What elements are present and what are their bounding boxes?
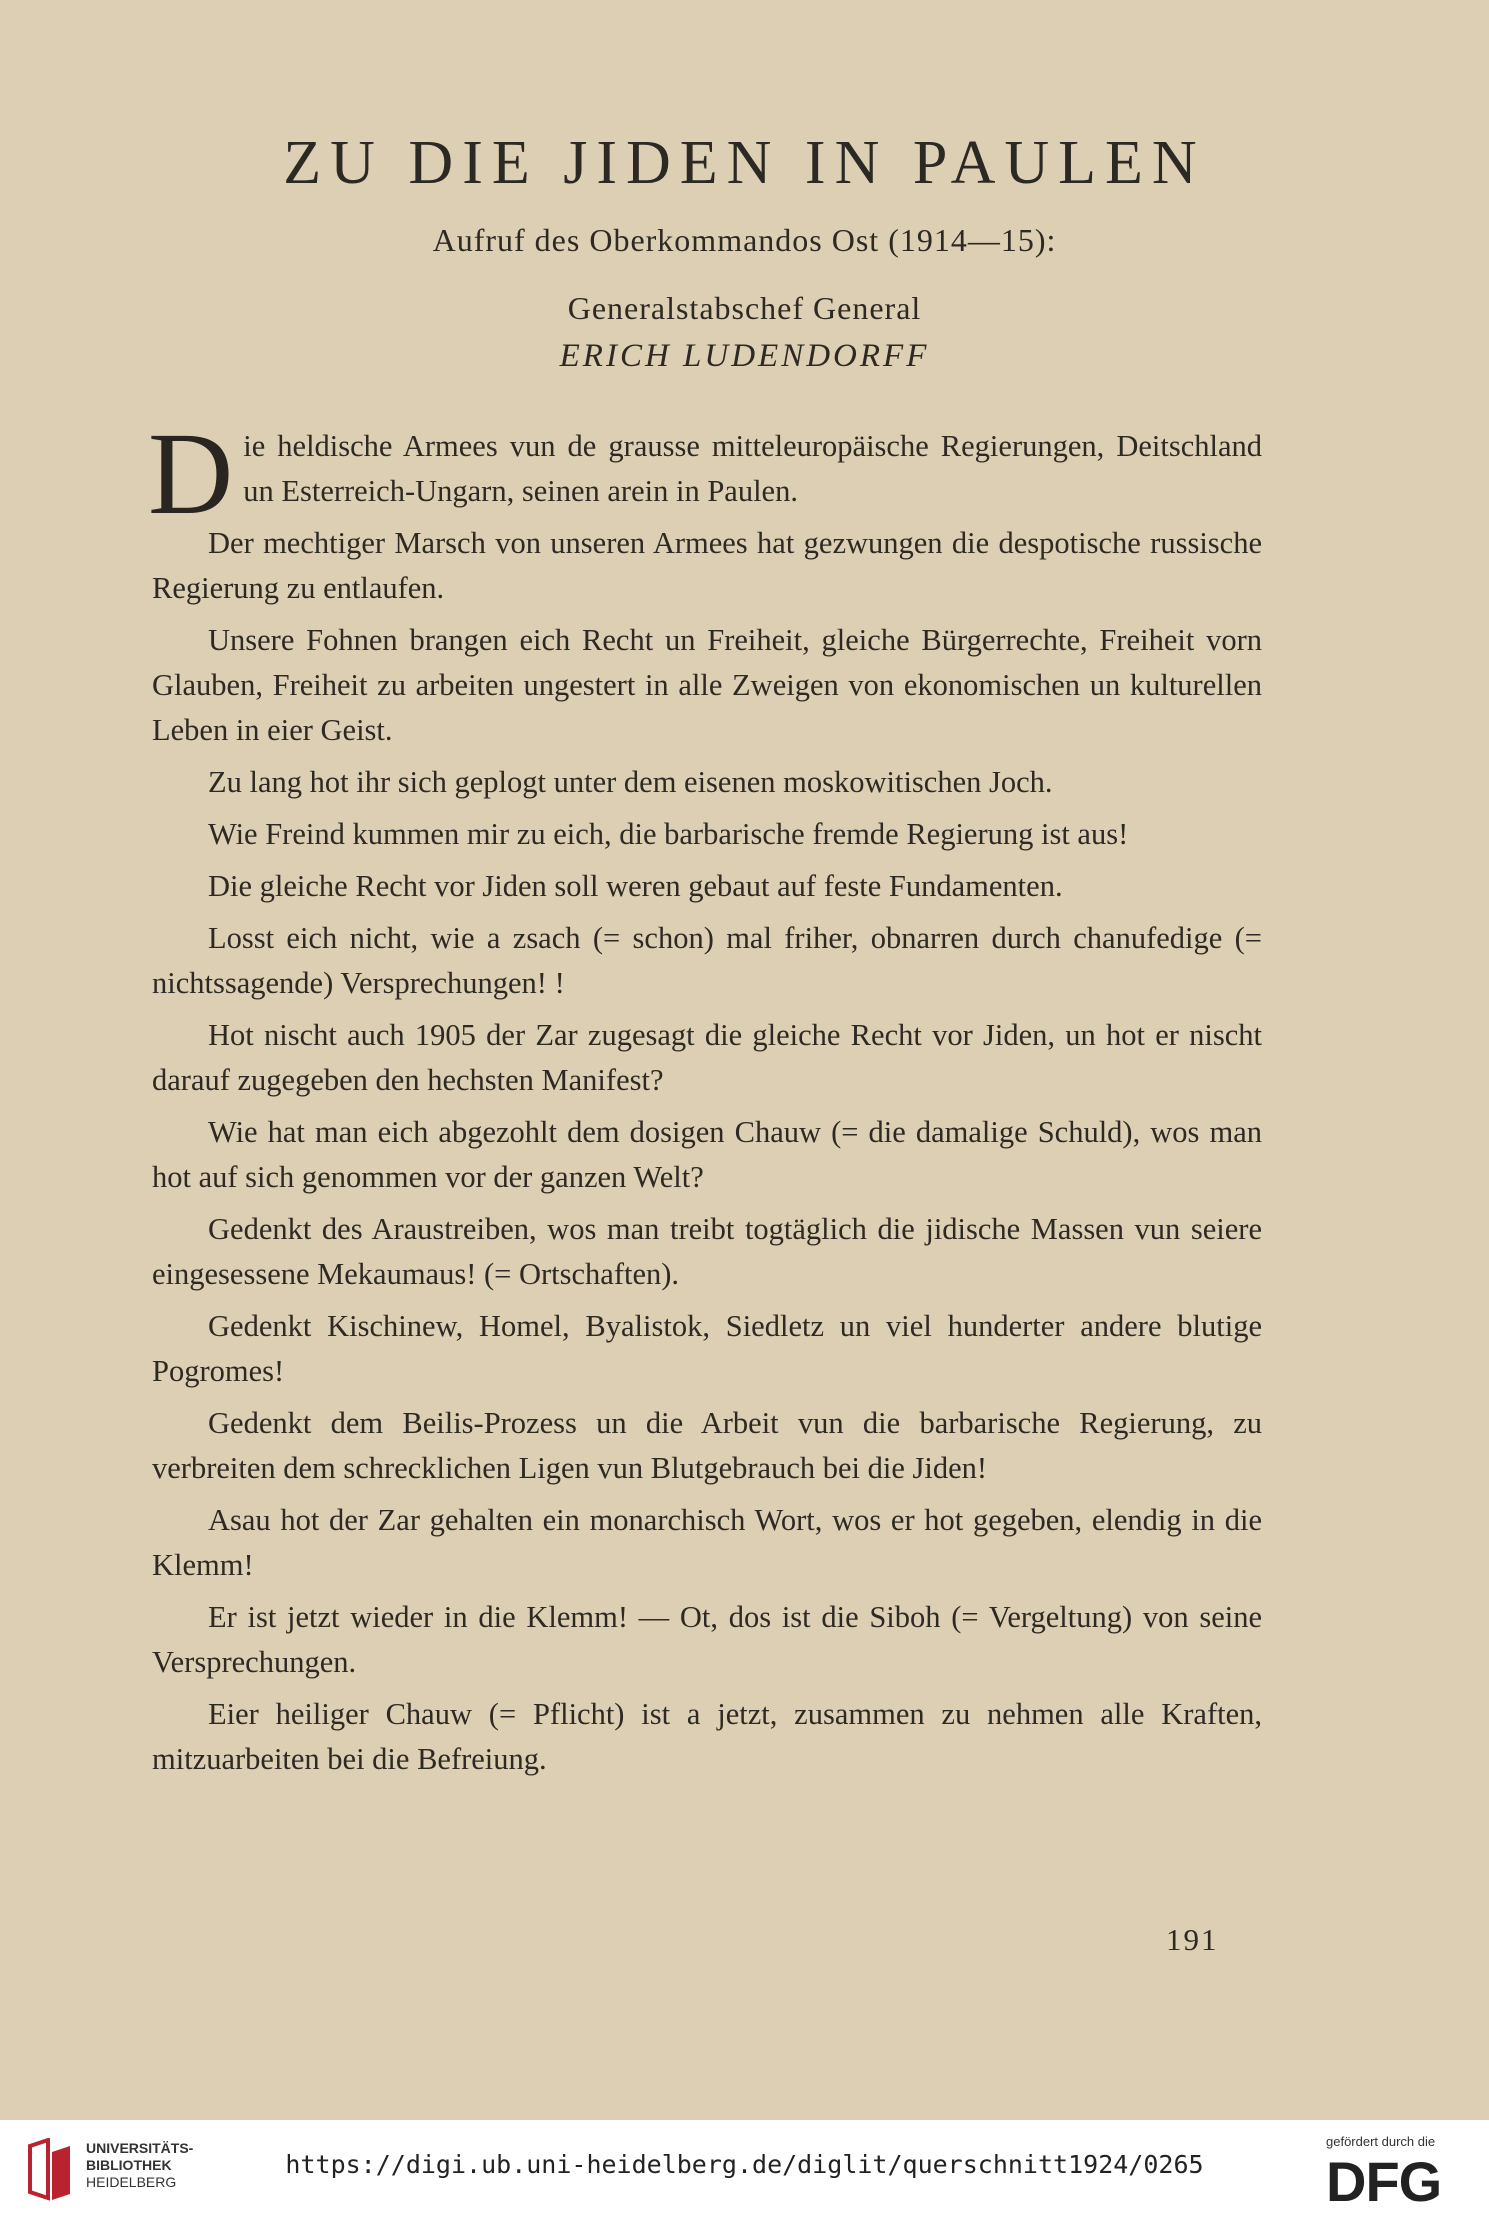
paragraph: Die heldische Armees vun de grausse mitteleuropäische Regierungen, Deitschland un Esterreich-Ungarn, seinen arein in Paulen. [148,408,1262,539]
paragraph: Die gleiche Recht vor Jiden soll weren gebaut auf feste Fundamenten. [208,869,1063,903]
paragraph: Asau hot der Zar gehalten ein monarchisch Wort, wos er hot gegeben, elendig in die Klemm! [152,1503,1262,1582]
dfg-logo[interactable]: DFG [1326,2150,1442,2213]
paragraph: Der mechtiger Marsch von unseren Armees hat gezwungen die despotische russische Regierung zu entlaufen. [152,526,1262,605]
paragraph: Wie hat man eich abgezohlt dem dosigen Chauw (= die damalige Schuld), wos man hot auf sich genommen vor der ganzen Welt? [152,1115,1262,1194]
subtitle: Aufruf des Oberkommandos Ost (1914—15): [432,222,1057,258]
paragraph: Zu lang hot ihr sich geplogt unter dem eisenen moskowitischen Joch. [208,765,1053,799]
paragraph: Losst eich nicht, wie a zsach (= schon) mal friher, obnarren durch chanufedige (= nichtssagende) Versprechungen! ! [152,921,1262,1000]
paragraph: Gedenkt des Araustreiben, wos man treibt togtäglich die jidische Massen vun seiere eingesessene Mekaumaus! (= Ortschaften). [152,1212,1262,1291]
paragraph: Unsere Fohnen brangen eich Recht un Freiheit, gleiche Bürgerrechte, Freiheit vorn Glauben, Freiheit zu arbeiten ungestert in alle Zweigen von ekonomischen un kulturellen Leben in eier Geist. [152,623,1262,747]
byline-role: Generalstabschef General [567,290,922,326]
library-name[interactable]: UNIVERSITÄTS- BIBLIOTHEK HEIDELBERG [86,2140,194,2190]
footer-bar [0,2120,1489,2226]
page-number: 191 [1166,1922,1219,1957]
drop-cap: D [148,408,234,539]
paragraph: Wie Freind kummen mir zu eich, die barbarische fremde Regierung ist aus! [208,817,1129,851]
paragraph: Eier heiliger Chauw (= Pflicht) ist a jetzt, zusammen zu nehmen alle Kraften, mitzuarbeiten bei die Befreiung. [152,1697,1262,1776]
paragraph: Er ist jetzt wieder in die Klemm! — Ot, dos ist die Siboh (= Vergeltung) von seine Versprechungen. [152,1600,1262,1679]
byline-name: ERICH LUDENDORFF [559,338,930,374]
page-title: ZU DIE JIDEN IN PAULEN [283,129,1206,197]
paragraph: Gedenkt dem Beilis-Prozess un die Arbeit vun die barbarische Regierung, zu verbreiten dem schrecklichen Ligen vun Blutgebrauch bei die Jiden! [152,1406,1262,1485]
article-body [148,408,1262,1789]
paragraph: Gedenkt Kischinew, Homel, Byalistok, Siedletz un viel hunderter andere blutige Pogromes! [152,1309,1262,1388]
source-url-link[interactable]: https://digi.ub.uni-heidelberg.de/diglit/querschnitt1924/0265 [285,2150,1204,2179]
paragraph: Hot nischt auch 1905 der Zar zugesagt die gleiche Recht vor Jiden, un hot er nischt darauf zugegeben den hechsten Manifest? [152,1018,1262,1097]
funding-label: gefördert durch die [1326,2134,1436,2149]
